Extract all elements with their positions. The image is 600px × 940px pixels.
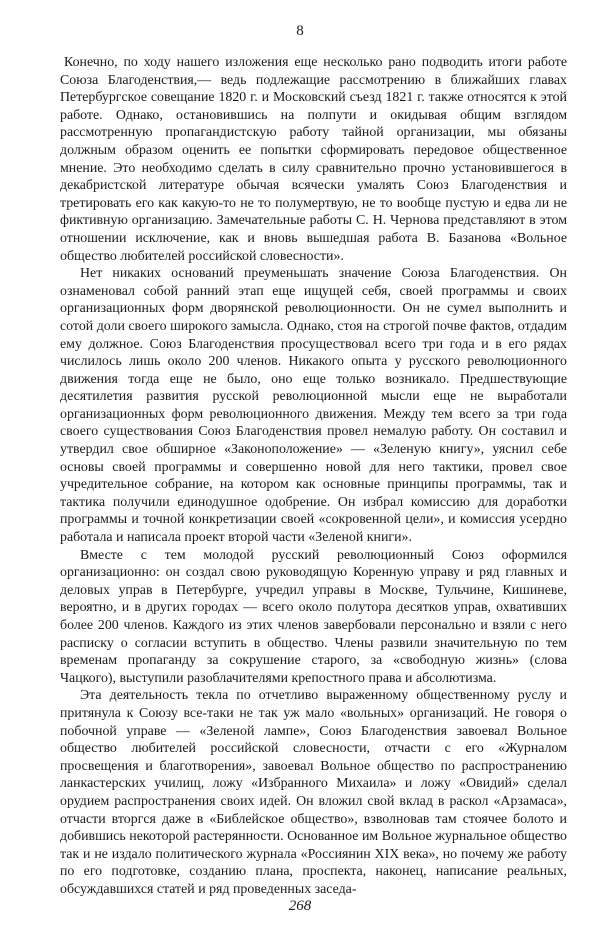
- paragraph-4: Эта деятельность текла по отчетливо выраженному общественному руслу и притянула к Союзу все-таки не так уж мало «вольных» организаций. Не говоря о побочной управе — «Зеленой лампе», Союз Благоденствия завоевал Вольное общество любителей российской словесности, отчасти с его «Журналом просвещения и благотворения», завоевал Вольное общество по распространению ланкастерских училищ, ложу «Избранного Михаила» и ложу «Овидий» сделал орудием распространения своих идей. Он вложил свой вклад в раскол «Арзамаса», отчасти вторгся даже в «Библейское общество», взволновав там стоячее болото и добившись некоторой растерянности. Основанное им Вольное журнальное общество так и не издало политического журнала «Россиянин XIX века», но почему же работу по его подготовке, созданию плана, проспекта, наконец, написание реальных, обсуждавшихся статей и ряд проведенных заседа-: [60, 688, 567, 897]
- running-header-number: 8: [296, 23, 304, 39]
- page-number: 268: [288, 898, 312, 914]
- body-text: [60, 54, 567, 899]
- paragraph-2: Нет никаких оснований преуменьшать значение Союза Благоденствия. Он ознаменовал собой ранний этап еще ищущей себя, своей программы и своих организационных форм дворянской революционности. Он не сумел выполнить и сотой доли своего широкого замысла. Однако, стоя на строгой почве фактов, отдадим ему должное. Союз Благоденствия просуществовал всего три года и в его рядах числилось лишь около 200 членов. Никакого опыта у русского революционного движения тогда еще не было, оно еще только возникало. Предшествующие десятилетия развития русской революционной мысли еще не выработали организационных форм революционного движения. Между тем всего за три года своего существования Союз Благоденствия провел немалую работу. Он составил и утвердил свое обширное «Законоположение» — «Зеленую книгу», уяснил себе основы своей программы и совершенно новой для него тактики, провел свое учредительное собрание, на котором как основные принципы программы, так и тактика получили единодушное одобрение. Он избрал комиссию для доработки программы и точной конкретизации своей «сокровенной цели», и комиссия усердно работала и написала проект второй части «Зеленой книги».: [60, 266, 567, 546]
- paragraph-1: Конечно, по ходу нашего изложения еще несколько рано подводить итоги работе Союза Благоденствия,— ведь подлежащие рассмотрению в ближайших главах Петербургское совещание 1820 г. и Московский съезд 1821 г. также относятся к этой работе. Однако, остановившись на полпути и окидывая общим взглядом рассмотренную пропагандистскую работу тайной организации, мы обязаны должным образом оценить ее попытки сформировать передовое общественное мнение. Это необходимо сделать в силу сравнительно прочно установившегося в декабристской литературе обычая всячески умалять Союз Благоденствия и третировать его как какую-то не то полумертвую, не то вообще пустую и едва ли не фиктивную организацию. Замечательные работы С. Н. Чернова представляют в этом отношении исключение, как и вновь вышедшая работа В. Базанова «Вольное общество любителей российской словесности».: [60, 55, 567, 264]
- paragraph-3: Вместе с тем молодой русский революционный Союз оформился организационно: он создал свою руководящую Коренную управу и ряд главных и деловых управ в Петербурге, учредил управы в Москве, Тульчине, Кишиневе, вероятно, и в других городах — всего около полутора десятков управ, охвативших более 200 членов. Каждого из этих членов завербовали персонально и взяли с него расписку о согласии вступить в общество. Члены развили значительную по тем временам пропаганду за сокрушение старого, за «свободную жизнь» (слова Чацкого), выступили разоблачителями крепостного права и абсолютизма.: [60, 547, 567, 686]
